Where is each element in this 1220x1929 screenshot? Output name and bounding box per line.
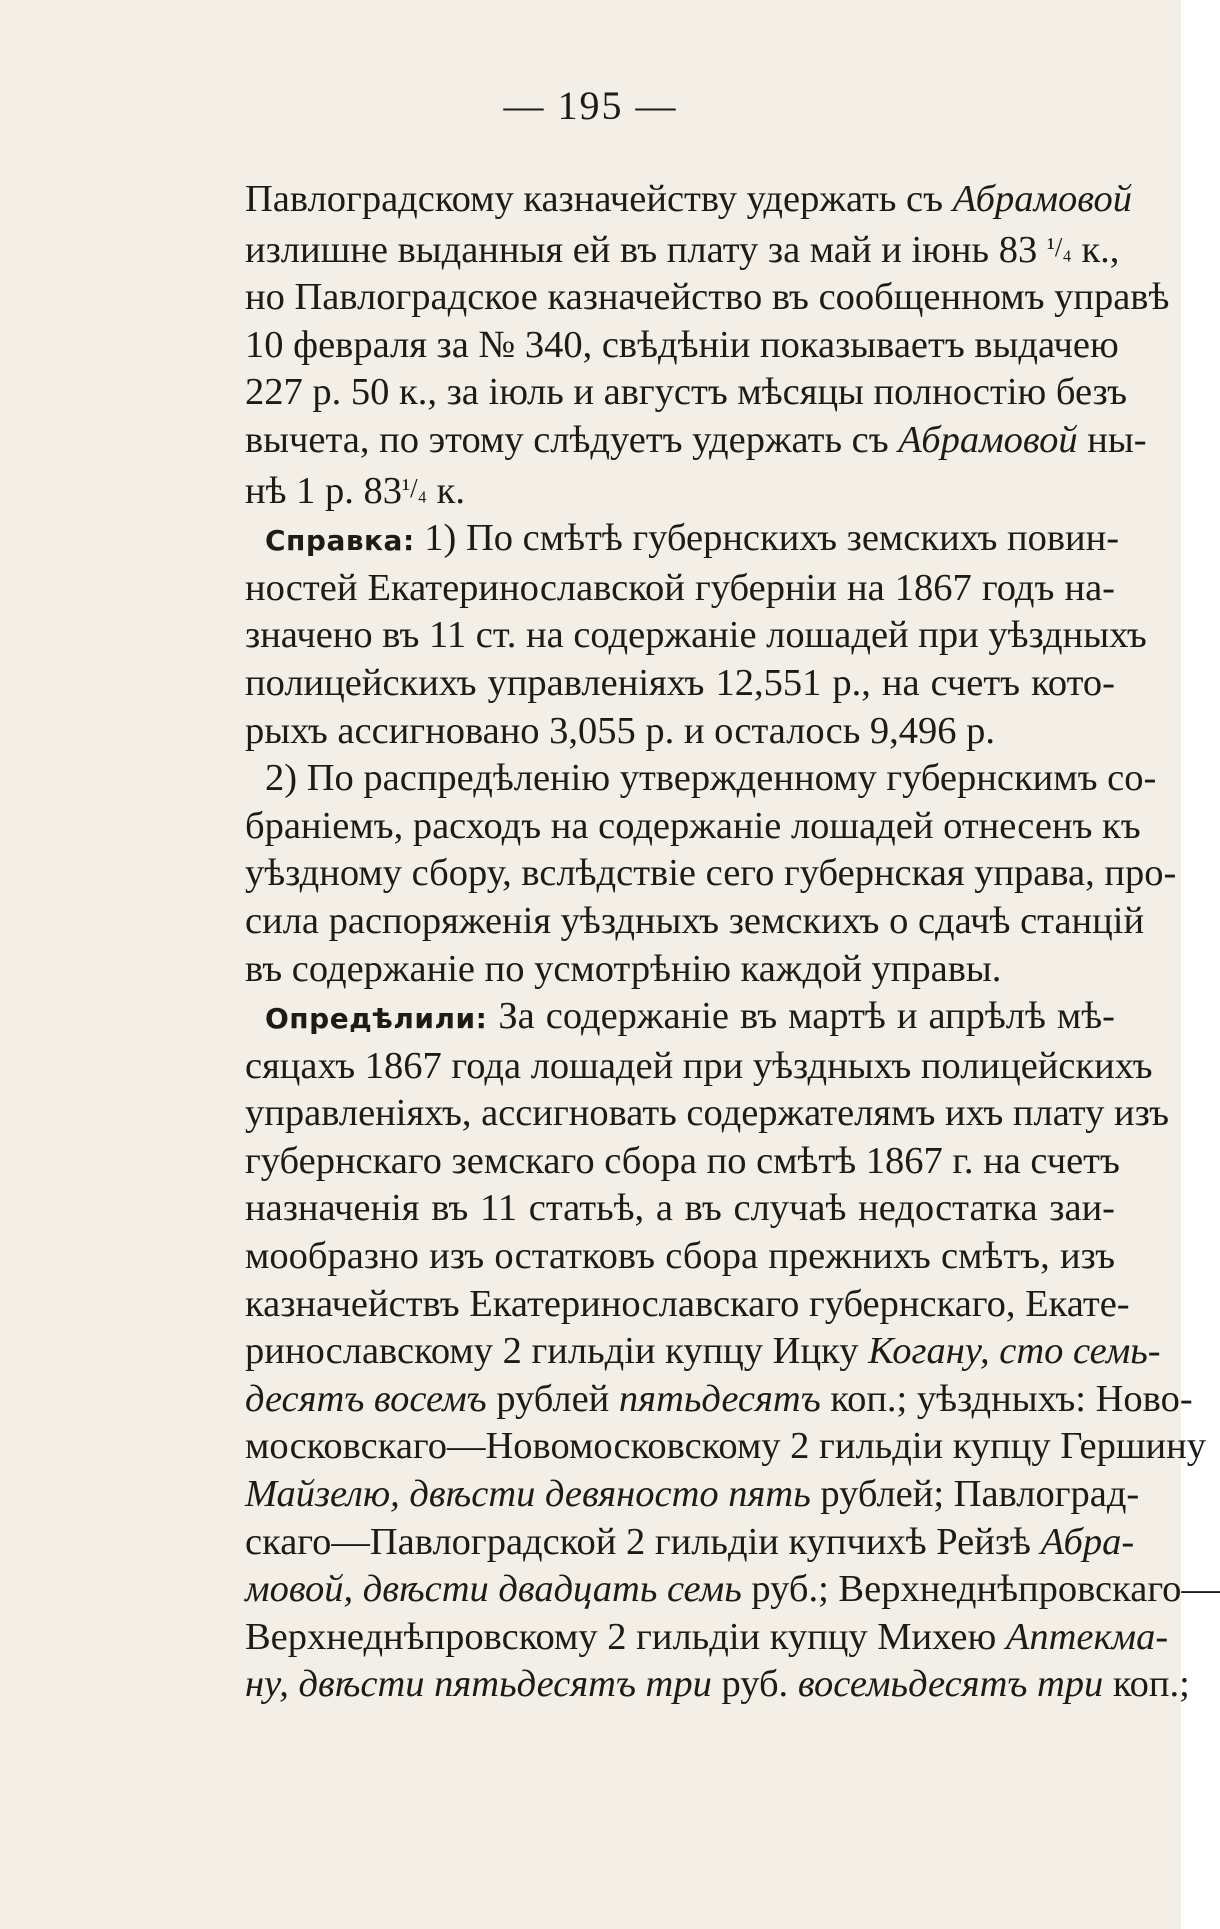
text-line: Майзелю, двѣсти девяносто пять рублей; Павлоград-	[245, 1473, 1140, 1516]
text-line: ностей Екатеринославской губернiи на 1867 годъ на-	[245, 566, 1115, 609]
text-line: нѣ 1 р. 83¹/₄ к.	[245, 469, 465, 512]
text-line: управленiяхъ, ассигновать содержателямъ ихъ плату изъ	[245, 1092, 1170, 1135]
text-line: Опредѣлили: За содержанiе въ мартѣ и апрѣлѣ мѣ-	[265, 995, 1115, 1038]
text-line: ну, двѣсти пятьдесятъ три руб. восемьдесятъ три коп.;	[245, 1663, 1190, 1706]
text-line: вычета, по этому слѣдуетъ удержать съ Абрамовой ны-	[245, 418, 1147, 461]
text-line: сила распоряженiя уѣздныхъ земскихъ о сдачѣ станцiй	[245, 899, 1145, 942]
text-line: въ содержанiе по усмотрѣнiю каждой управы.	[245, 947, 1002, 990]
text-line: сяцахъ 1867 года лошадей при уѣздныхъ полицейскихъ	[245, 1044, 1153, 1087]
text-line: 2) По распредѣленiю утвержденному губернскимъ со-	[265, 757, 1157, 800]
text-line: десятъ восемъ рублей пятьдесятъ коп.; уѣздныхъ: Ново-	[245, 1377, 1193, 1420]
text-line: значено въ 11 ст. на содержанiе лошадей при уѣздныхъ	[245, 614, 1147, 657]
text-line: Справка: 1) По смѣтѣ губернскихъ земскихъ повин-	[265, 517, 1120, 560]
text-line: казначействъ Екатеринославскаго губернскаго, Екате-	[245, 1282, 1130, 1325]
text-line: Павлоградскому казначейству удержать съ Абрамовой	[245, 178, 1133, 220]
text-line: губернскаго земскаго сбора по смѣтѣ 1867 г. на счетъ	[245, 1139, 1120, 1182]
text-line: Верхнеднѣпровскому 2 гильдiи купцу Михею Аптекма-	[245, 1615, 1169, 1658]
text-line: излишне выданныя ей въ плату за май и iюнь 83 ¹/₄ к.,	[245, 228, 1120, 271]
text-line: мообразно изъ остатковъ сбора прежнихъ смѣтъ, изъ	[245, 1235, 1115, 1278]
text-line: 10 февраля за № 340, свѣдѣнiи показываетъ выдачею	[245, 323, 1119, 366]
text-line: 227 р. 50 к., за iюль и августъ мѣсяцы полностiю безъ	[245, 371, 1128, 414]
text-line: ринославскому 2 гильдiи купцу Ицку Когану, сто семь-	[245, 1330, 1161, 1373]
text-line: мовой, двѣсти двадцать семь руб.; Верхнеднѣпровскаго—	[245, 1568, 1220, 1611]
text-line: полицейскихъ управленiяхъ 12,551 р., на счетъ кото-	[245, 661, 1115, 704]
page-number: — 195 —	[503, 83, 678, 128]
text-line: уѣздному сбору, вслѣдствiе сего губернская управа, про-	[245, 852, 1177, 895]
text-line: московскаго—Новомосковскому 2 гильдiи купцу Гершину	[245, 1425, 1206, 1468]
text-line: скаго—Павлоградской 2 гильдiи купчихѣ Рейзѣ Абра-	[245, 1520, 1135, 1563]
text-line: рыхъ ассигновано 3,055 р. и осталось 9,496 р.	[245, 709, 995, 752]
text-line: назначенiя въ 11 статьѣ, а въ случаѣ недостатка заи-	[245, 1187, 1115, 1230]
text-line: но Павлоградское казначейство въ сообщенномъ управѣ	[245, 276, 1170, 319]
text-line: бранiемъ, расходъ на содержанiе лошадей отнесенъ къ	[245, 804, 1141, 847]
body-text	[245, 176, 1220, 1709]
